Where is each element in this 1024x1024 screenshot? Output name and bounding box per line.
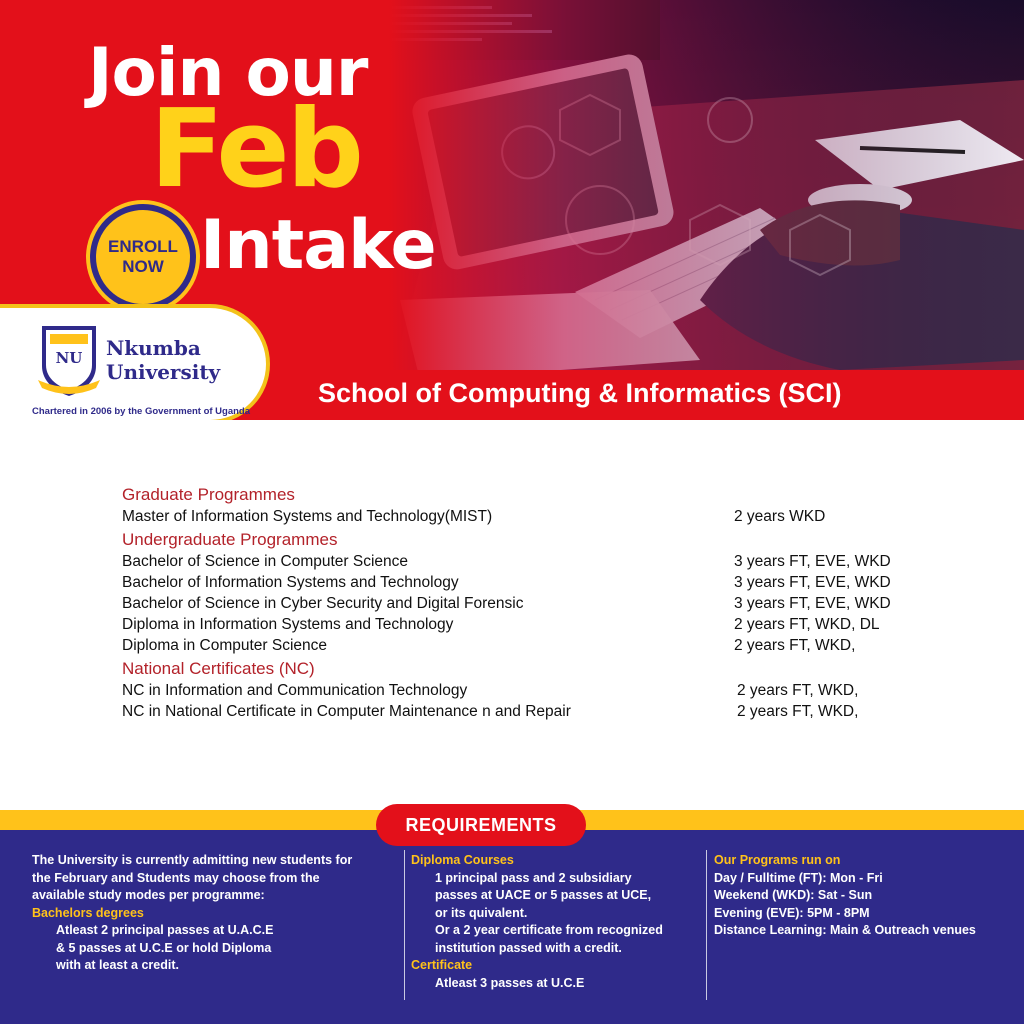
intro-line: the February and Students may choose from the bbox=[32, 870, 320, 885]
diploma-line: passes at UACE or 5 passes at UCE, bbox=[435, 888, 652, 902]
programme-name: NC in National Certificate in Computer Maintenance n and Repair bbox=[122, 703, 571, 720]
programme-row bbox=[122, 506, 922, 527]
column-divider bbox=[706, 850, 707, 1000]
bachelors-line: Atleast 2 principal passes at U.A.C.E bbox=[56, 923, 274, 937]
headline-intake: Intake bbox=[200, 206, 436, 285]
headline-join-our: Join our bbox=[88, 34, 368, 111]
school-title: School of Computing & Informatics (SCI) bbox=[318, 378, 842, 408]
programme-row bbox=[122, 680, 922, 701]
programme-duration: 3 years FT, EVE, WKD bbox=[734, 574, 891, 591]
schedule-heading: Our Programs run on bbox=[714, 853, 841, 867]
programme-name: Bachelor of Science in Computer Science bbox=[122, 553, 409, 570]
programme-row bbox=[122, 572, 922, 593]
requirements-schedule-column bbox=[714, 852, 1014, 940]
nc-heading: National Certificates (NC) bbox=[122, 659, 315, 678]
diploma-line: 1 principal pass and 2 subsidiary bbox=[435, 870, 632, 885]
certificate-heading: Certificate bbox=[411, 958, 473, 972]
enroll-now-badge[interactable] bbox=[90, 204, 196, 310]
hero-banner bbox=[0, 0, 1024, 420]
requirements-title: REQUIREMENTS bbox=[376, 804, 586, 846]
programme-list bbox=[122, 484, 922, 722]
charter-text: Chartered in 2006 by the Government of Uganda bbox=[32, 406, 251, 417]
programme-name: Bachelor of Information Systems and Technology bbox=[122, 574, 459, 591]
programme-duration: 2 years WKD bbox=[734, 508, 826, 525]
bachelors-line: & 5 passes at U.C.E or hold Diploma bbox=[56, 940, 272, 955]
programme-row bbox=[122, 701, 922, 722]
programme-name: Diploma in Computer Science bbox=[122, 637, 328, 654]
diploma-heading: Diploma Courses bbox=[411, 853, 514, 867]
enroll-badge-line2: NOW bbox=[122, 257, 164, 276]
requirements-intro-column bbox=[32, 852, 402, 975]
programme-name: Diploma in Information Systems and Technology bbox=[122, 616, 454, 633]
schedule-line: Day / Fulltime (FT): Mon - Fri bbox=[714, 870, 883, 885]
certificate-line: Atleast 3 passes at U.C.E bbox=[435, 975, 585, 990]
undergraduate-heading: Undergraduate Programmes bbox=[122, 530, 338, 549]
diploma-line: or its quivalent. bbox=[435, 905, 528, 920]
headline bbox=[0, 0, 520, 300]
programme-duration: 2 years FT, WKD, bbox=[734, 637, 856, 654]
programme-row bbox=[122, 551, 922, 572]
programme-duration: 3 years FT, EVE, WKD bbox=[734, 595, 891, 612]
intro-line: available study modes per programme: bbox=[32, 888, 265, 902]
university-name bbox=[106, 336, 220, 384]
university-name-line1: Nkumba bbox=[106, 336, 201, 360]
column-divider bbox=[404, 850, 405, 1000]
programme-row bbox=[122, 593, 922, 614]
bachelors-heading: Bachelors degrees bbox=[32, 905, 144, 920]
schedule-line: Weekend (WKD): Sat - Sun bbox=[714, 888, 873, 902]
requirements-diploma-column bbox=[411, 852, 703, 992]
headline-feb: Feb bbox=[150, 87, 361, 212]
diploma-line: institution passed with a credit. bbox=[435, 940, 622, 955]
programme-duration: 3 years FT, EVE, WKD bbox=[734, 553, 891, 570]
diploma-line: Or a 2 year certificate from recognized bbox=[435, 923, 663, 937]
schedule-line: Distance Learning: Main & Outreach venues bbox=[714, 923, 976, 937]
university-logo-card bbox=[0, 304, 270, 420]
programme-duration: 2 years FT, WKD, bbox=[737, 682, 859, 699]
programme-name: NC in Information and Communication Technology bbox=[122, 682, 468, 699]
schedule-line: Evening (EVE): 5PM - 8PM bbox=[714, 905, 870, 920]
programme-duration: 2 years FT, WKD, bbox=[737, 703, 859, 720]
intro-line: The University is currently admitting new students for bbox=[32, 853, 353, 867]
programme-name: Bachelor of Science in Cyber Security and Digital Forensic bbox=[122, 595, 524, 612]
enroll-badge-line1: ENROLL bbox=[108, 237, 178, 257]
programme-row bbox=[122, 614, 922, 635]
programme-row bbox=[122, 635, 922, 656]
bachelors-line: with at least a credit. bbox=[56, 958, 179, 972]
programme-duration: 2 years FT, WKD, DL bbox=[734, 616, 880, 633]
svg-text:NU: NU bbox=[55, 349, 83, 367]
university-name-line2: University bbox=[106, 360, 221, 384]
programme-name: Master of Information Systems and Technology(MIST) bbox=[122, 508, 493, 525]
university-crest-icon bbox=[36, 322, 102, 398]
graduate-heading: Graduate Programmes bbox=[122, 485, 295, 504]
